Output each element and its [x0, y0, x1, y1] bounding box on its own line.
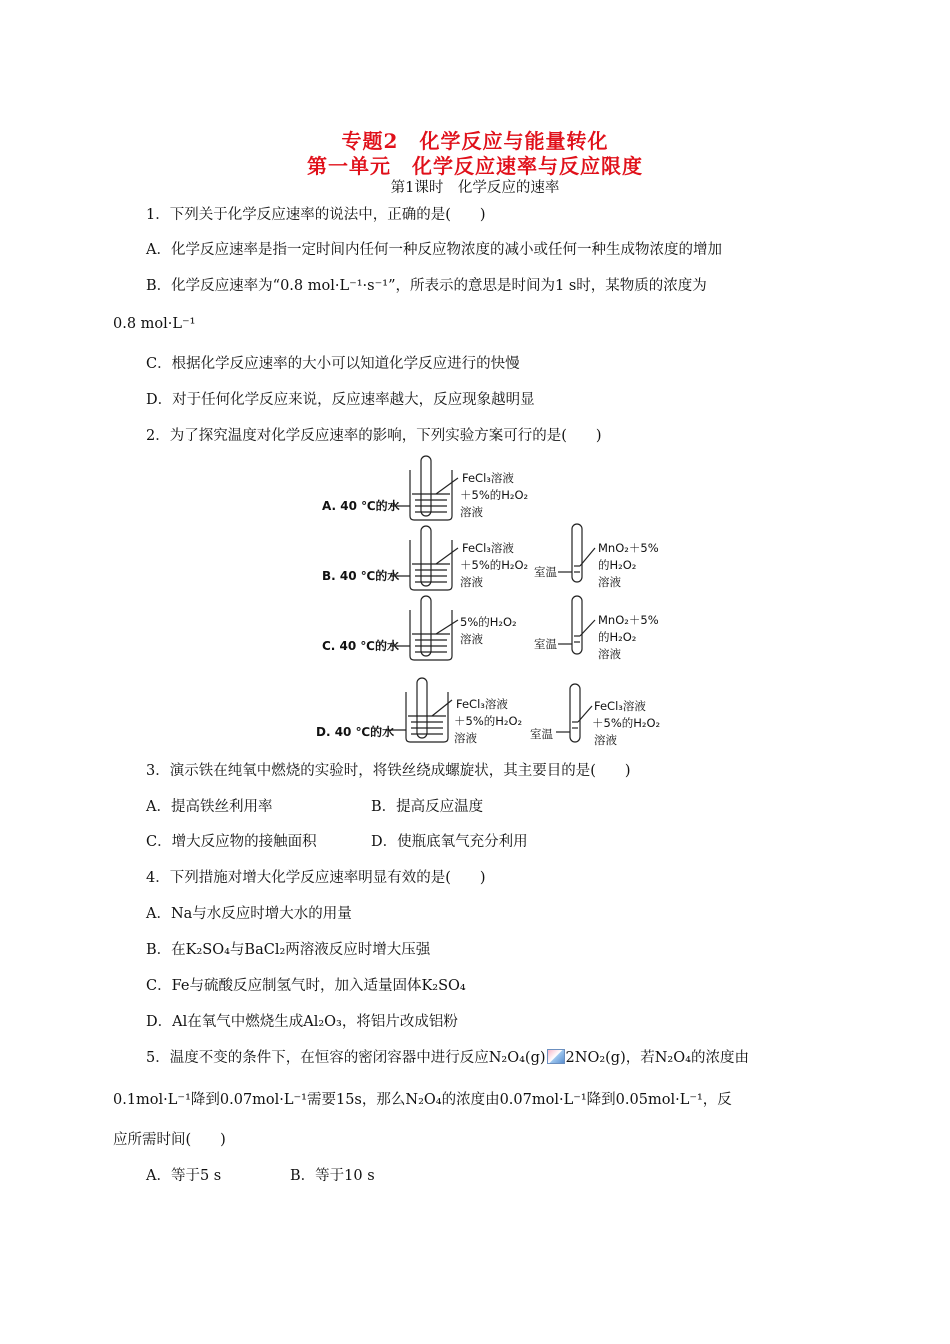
q1-option-a: A．化学反应速率是指一定时间内任何一种反应物浓度的减小或任何一种生成物浓度的增加 — [146, 242, 722, 258]
unit-title: 第一单元 化学反应速率与反应限度 — [307, 154, 643, 178]
setup-d-reagent-3: 溶液 — [454, 731, 477, 745]
setup-a-label: A. 40 ℃的水 — [322, 499, 400, 513]
setup-a-beaker — [390, 456, 458, 520]
setup-b-reagent-1: FeCl₃溶液 — [462, 541, 514, 555]
setup-a-reagent-2: ＋5%的H₂O₂ — [460, 488, 529, 502]
setup-c-room-temp: 室温 — [534, 637, 557, 651]
lesson-title: 第1课时 化学反应的速率 — [390, 180, 560, 196]
reversible-arrow-icon — [547, 1049, 565, 1064]
setup-d-reagent-1: FeCl₃溶液 — [456, 697, 508, 711]
q2-stem: 2．为了探究温度对化学反应速率的影响，下列实验方案可行的是( ) — [146, 428, 602, 444]
setup-b-tube-reagent-2: 的H₂O₂ — [598, 558, 637, 572]
q3-option-a: A．提高铁丝利用率 — [146, 799, 273, 815]
q1-option-b: B．化学反应速率为“0.8 mol·L⁻¹·s⁻¹”，所表示的意思是时间为1 s时，某物质的浓度为 — [146, 278, 707, 294]
q5-stem-line-3: 应所需时间( ) — [113, 1132, 226, 1148]
q4-option-b: B．在K₂SO₄与BaCl₂两溶液反应时增大压强 — [146, 942, 431, 958]
q4-option-c: C．Fe与硫酸反应制氢气时，加入适量固体K₂SO₄ — [146, 978, 466, 994]
q1-option-d: D．对于任何化学反应来说，反应速率越大，反应现象越明显 — [146, 392, 535, 408]
setup-b-room-temp: 室温 — [534, 565, 557, 579]
setup-c-tube-reagent-1: MnO₂＋5% — [598, 613, 659, 627]
setup-c-reagent-2: 溶液 — [460, 632, 483, 646]
q5-option-b: B．等于10 s — [290, 1168, 375, 1184]
q3-stem: 3．演示铁在纯氧中燃烧的实验时，将铁丝绕成螺旋状，其主要目的是( ) — [146, 763, 631, 779]
setup-d-room-temp: 室温 — [530, 727, 553, 741]
q5-option-a: A．等于5 s — [146, 1168, 222, 1184]
experiment-figure — [300, 448, 680, 758]
setup-c-reagent-1: 5%的H₂O₂ — [460, 615, 517, 629]
q5-stem-line-2: 0.1mol·L⁻¹降到0.07mol·L⁻¹需要15s，那么N₂O₄的浓度由0.07mol·L⁻¹降到0.05mol·L⁻¹，反 — [113, 1092, 732, 1108]
setup-a-reagent-1: FeCl₃溶液 — [462, 471, 514, 485]
q4-option-d: D．Al在氧气中燃烧生成Al₂O₃，将铝片改成铝粉 — [146, 1014, 458, 1030]
setup-d-beaker — [386, 678, 452, 742]
setup-c-tube — [558, 596, 595, 654]
q1-option-c: C．根据化学反应速率的大小可以知道化学反应进行的快慢 — [146, 356, 520, 372]
q1-stem: 1．下列关于化学反应速率的说法中，正确的是( ) — [146, 207, 486, 223]
setup-d-label: D. 40 ℃的水 — [316, 725, 395, 739]
q4-stem: 4．下列措施对增大化学反应速率明显有效的是( ) — [146, 870, 486, 886]
q5-stem-part-a: 5．温度不变的条件下，在恒容的密闭容器中进行反应N₂O₄(g) — [146, 1050, 546, 1066]
setup-d-reagent-2: ＋5%的H₂O₂ — [454, 714, 523, 728]
chapter-title: 专题2 化学反应与能量转化 — [341, 129, 609, 153]
setup-d-tube — [556, 684, 592, 742]
setup-c-beaker — [390, 596, 458, 660]
setup-b-label: B. 40 ℃的水 — [322, 569, 400, 583]
q3-option-c: C．增大反应物的接触面积 — [146, 834, 317, 850]
setup-b-reagent-2: ＋5%的H₂O₂ — [460, 558, 529, 572]
setup-d-tube-reagent-3: 溶液 — [594, 733, 617, 747]
setup-c-label: C. 40 ℃的水 — [322, 639, 399, 653]
q5-stem-part-b: 2NO₂(g)，若N₂O₄的浓度由 — [565, 1050, 749, 1066]
setup-c-tube-reagent-3: 溶液 — [598, 647, 621, 661]
setup-d-tube-reagent-1: FeCl₃溶液 — [594, 699, 646, 713]
q4-option-a: A．Na与水反应时增大水的用量 — [146, 906, 352, 922]
setup-c-tube-reagent-2: 的H₂O₂ — [598, 630, 637, 644]
setup-b-tube-reagent-3: 溶液 — [598, 575, 621, 589]
setup-b-tube-reagent-1: MnO₂＋5% — [598, 541, 659, 555]
setup-b-tube — [558, 524, 595, 582]
setup-b-reagent-3: 溶液 — [460, 575, 483, 589]
setup-b-beaker — [390, 526, 458, 590]
setup-d-tube-reagent-2: ＋5%的H₂O₂ — [592, 716, 661, 730]
q3-option-b: B．提高反应温度 — [371, 799, 484, 815]
q1-option-b-cont: 0.8 mol·L⁻¹ — [113, 316, 196, 332]
q3-option-d: D．使瓶底氧气充分利用 — [371, 834, 528, 850]
q5-stem — [146, 1046, 749, 1067]
setup-a-reagent-3: 溶液 — [460, 505, 483, 519]
